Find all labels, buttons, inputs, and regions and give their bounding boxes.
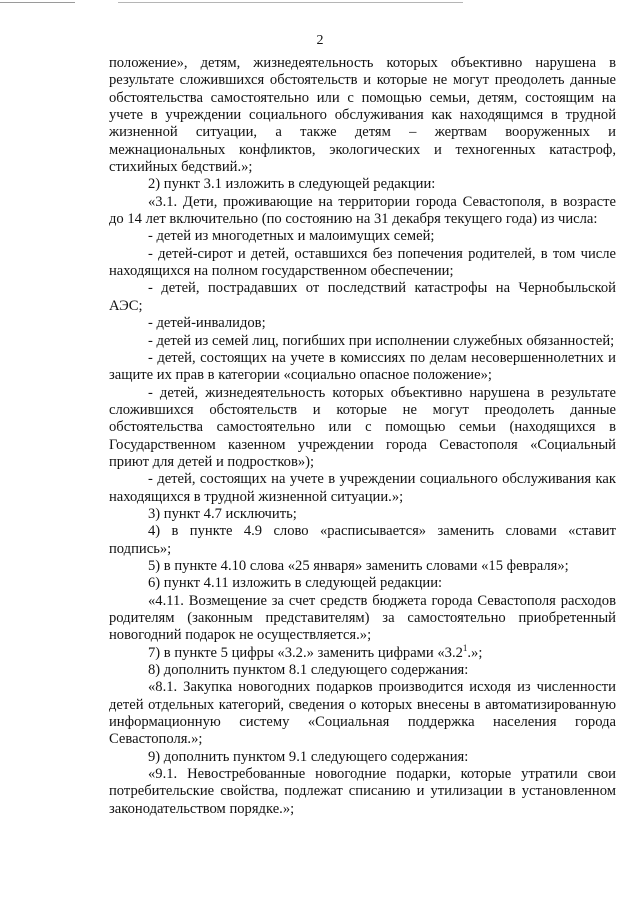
list-item-juvenile-commission: - детей, состоящих на учете в комиссиях по делам несовершеннолетних и защите их прав в категории «социально опасное положение»; — [109, 349, 616, 384]
paragraph-clause-8-1: «8.1. Закупка новогодних подарков производится исходя из численности детей отдельных категорий, сведения о которых внесены в автоматизированную информационную систему «Социальная поддержка населения города Севастополя.»; — [109, 679, 616, 748]
list-item-orphans: - детей-сирот и детей, оставшихся без попечения родителей, в том числе находящихся на полном государственном обеспечении; — [109, 245, 616, 280]
list-item-shelter: - детей, жизнедеятельность которых объективно нарушена в результате сложившихся обстоятельств и которые не могут преодолеть данные обстоятельства самостоятельно или с помощью семьи (находящихся в Государственном казенном учреждении города Севастополя «Социальный приют для детей и подростков»); — [109, 384, 616, 470]
scan-line-left — [0, 2, 75, 3]
paragraph-item-8: 8) дополнить пунктом 8.1 следующего содержания: — [148, 662, 469, 679]
paragraph-item-9: 9) дополнить пунктом 9.1 следующего содержания: — [148, 748, 469, 765]
paragraph-clause-9-1: «9.1. Невостребованные новогодние подарки, которые утратили свои потребительские свойства, подлежат списанию и утилизации в установленном законодательством порядке.»; — [109, 766, 616, 817]
document-body — [109, 55, 616, 818]
list-item-social-service: - детей, состоящих на учете в учреждении социального обслуживания как находящихся в трудной жизненной ситуации.»; — [109, 471, 616, 505]
list-item-disabled: - детей-инвалидов; — [148, 315, 266, 332]
paragraph-item-3: 3) пункт 4.7 исключить; — [148, 505, 297, 522]
page-number: 2 — [316, 33, 324, 48]
item-7-tail: .»; — [467, 644, 483, 661]
paragraph-continuation: положение», детям, жизнедеятельность которых объективно нарушена в результате сложившихся обстоятельств и которые не могут преодолеть данные обстоятельства самостоятельно или с помощью семьи, детям, состоящим на учете в учреждении социального обслуживания как находящимся в трудной жизненной ситуации, а также детям – жертвам вооруженных и межнациональных конфликтов, экологических и техногенных катастроф, стихийных бедствий.»; — [109, 55, 616, 176]
paragraph-clause-4-11: «4.11. Возмещение за счет средств бюджета города Севастополя расходов родителям (законным представителям) за самостоятельно приобретенный новогодний подарок не осуществляется.»; — [109, 592, 616, 644]
paragraph-item-7 — [109, 642, 616, 662]
paragraph-item-5: 5) в пункте 4.10 слова «25 января» заменить словами «15 февраля»; — [148, 557, 569, 574]
paragraph-clause-3-1: «3.1. Дети, проживающие на территории города Севастополя, в возрасте до 14 лет включительно (по состоянию на 31 декабря текущего года) из числа: — [109, 193, 616, 228]
superscript-1: 1 — [462, 642, 468, 653]
paragraph-item-6: 6) пункт 4.11 изложить в следующей редакции: — [148, 575, 443, 592]
scan-top-edge — [0, 0, 640, 6]
scan-line-center — [118, 2, 463, 3]
paragraph-item-4: 4) в пункте 4.9 слово «расписывается» заменить словами «ставит подпись»; — [109, 523, 616, 557]
list-item-fallen-families: - детей из семей лиц, погибших при исполнении служебных обязанностей; — [148, 332, 615, 349]
paragraph-item-2: 2) пункт 3.1 изложить в следующей редакции: — [148, 176, 436, 193]
item-7-text: 7) в пункте 5 цифры «3.2.» заменить цифрами «3.2 — [148, 644, 463, 661]
list-item-chernobyl: - детей, пострадавших от последствий катастрофы на Чернобыльской АЭС; — [109, 280, 616, 314]
list-item-large-families: - детей из многодетных и малоимущих семей; — [148, 228, 435, 245]
